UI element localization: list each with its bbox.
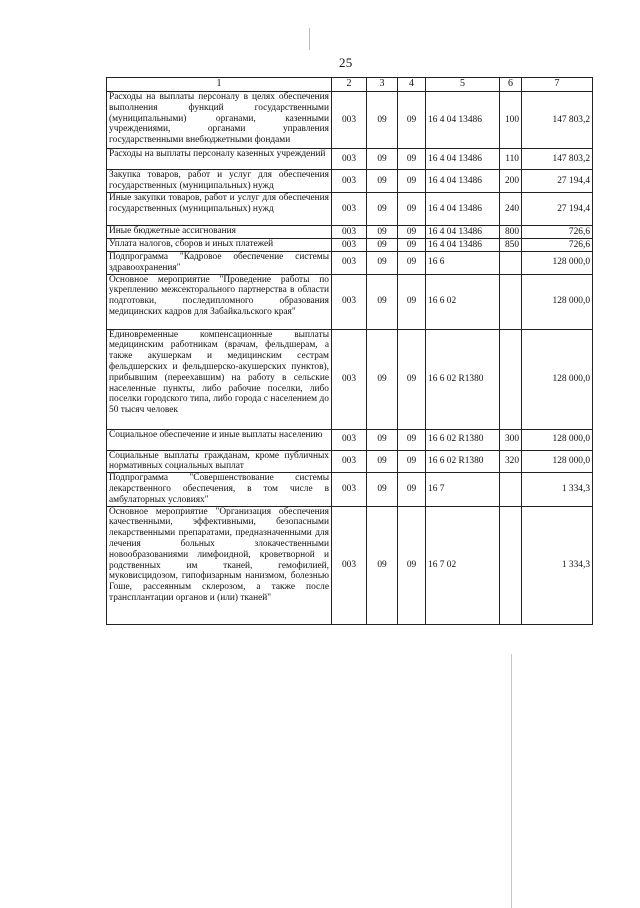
row-admin-code-cell: 003 bbox=[332, 193, 367, 226]
row-amount-cell: 128 000,0 bbox=[522, 274, 593, 329]
row-admin-code-cell: 003 bbox=[332, 329, 367, 429]
table-row bbox=[107, 506, 593, 624]
header-cell: 6 bbox=[500, 78, 522, 92]
row-subsection-cell: 09 bbox=[398, 226, 426, 239]
row-amount-cell: 726,6 bbox=[522, 226, 593, 239]
table-row bbox=[107, 429, 593, 450]
row-target-article-cell: 16 4 04 13486 bbox=[426, 239, 500, 252]
row-amount-cell: 128 000,0 bbox=[522, 329, 593, 429]
row-amount-cell: 27 194,4 bbox=[522, 170, 593, 193]
row-admin-code-cell: 003 bbox=[332, 170, 367, 193]
row-expense-type-cell: 200 bbox=[500, 170, 522, 193]
row-section-cell: 09 bbox=[367, 450, 398, 473]
scan-artifact-line bbox=[511, 654, 512, 908]
row-target-article-cell: 16 4 04 13486 bbox=[426, 193, 500, 226]
row-amount-cell: 128 000,0 bbox=[522, 252, 593, 275]
table-row bbox=[107, 170, 593, 193]
table-row bbox=[107, 193, 593, 226]
row-target-article-cell: 16 4 04 13486 bbox=[426, 226, 500, 239]
row-target-article-cell: 16 6 02 bbox=[426, 274, 500, 329]
row-name-cell: Иные закупки товаров, работ и услуг для обеспечения государственных (муниципальных) нужд bbox=[107, 193, 332, 226]
header-cell: 2 bbox=[332, 78, 367, 92]
table-row bbox=[107, 92, 593, 149]
row-target-article-cell: 16 7 02 bbox=[426, 506, 500, 624]
budget-table-container bbox=[106, 77, 592, 625]
row-section-cell: 09 bbox=[367, 506, 398, 624]
row-section-cell: 09 bbox=[367, 274, 398, 329]
row-target-article-cell: 16 6 02 R1380 bbox=[426, 429, 500, 450]
row-expense-type-cell bbox=[500, 473, 522, 506]
budget-table bbox=[106, 77, 593, 625]
row-amount-cell: 128 000,0 bbox=[522, 429, 593, 450]
table-row bbox=[107, 329, 593, 429]
row-section-cell: 09 bbox=[367, 473, 398, 506]
row-target-article-cell: 16 4 04 13486 bbox=[426, 149, 500, 170]
table-row bbox=[107, 473, 593, 506]
header-cell: 3 bbox=[367, 78, 398, 92]
row-amount-cell: 147 803,2 bbox=[522, 92, 593, 149]
row-admin-code-cell: 003 bbox=[332, 450, 367, 473]
row-target-article-cell: 16 7 bbox=[426, 473, 500, 506]
table-row bbox=[107, 274, 593, 329]
row-admin-code-cell: 003 bbox=[332, 429, 367, 450]
row-admin-code-cell: 003 bbox=[332, 239, 367, 252]
table-row bbox=[107, 450, 593, 473]
row-admin-code-cell: 003 bbox=[332, 149, 367, 170]
row-section-cell: 09 bbox=[367, 239, 398, 252]
header-cell: 4 bbox=[398, 78, 426, 92]
row-section-cell: 09 bbox=[367, 193, 398, 226]
row-target-article-cell: 16 6 02 R1380 bbox=[426, 450, 500, 473]
row-section-cell: 09 bbox=[367, 149, 398, 170]
row-target-article-cell: 16 4 04 13486 bbox=[426, 92, 500, 149]
row-expense-type-cell: 850 bbox=[500, 239, 522, 252]
row-section-cell: 09 bbox=[367, 170, 398, 193]
table-row bbox=[107, 149, 593, 170]
row-name-cell: Социальное обеспечение и иные выплаты населению bbox=[107, 429, 332, 450]
row-subsection-cell: 09 bbox=[398, 149, 426, 170]
row-admin-code-cell: 003 bbox=[332, 252, 367, 275]
row-name-cell: Основное мероприятие "Организация обеспечения качественными, эффективными, безопасными лекарственными препаратами, предназначенными для лечения больных злокачественными новообразованиями лимфоидной, кроветворной и родственных им тканей, гемофилией, муковисцидозом, гипофизарным нанизмом, болезнью Гоше, рассеянным склерозом, а также после трансплантации органов и (или) тканей" bbox=[107, 506, 332, 624]
row-section-cell: 09 bbox=[367, 226, 398, 239]
table-row bbox=[107, 252, 593, 275]
row-name-cell: Расходы на выплаты персоналу в целях обеспечения выполнения функций государственными (муниципальными) органами, казенными учреждениями, органами управления государственными внебюджетными фондами bbox=[107, 92, 332, 149]
row-name-cell: Расходы на выплаты персоналу казенных учреждений bbox=[107, 149, 332, 170]
row-section-cell: 09 bbox=[367, 252, 398, 275]
row-subsection-cell: 09 bbox=[398, 329, 426, 429]
row-subsection-cell: 09 bbox=[398, 274, 426, 329]
header-cell: 1 bbox=[107, 78, 332, 92]
table-header-row bbox=[107, 78, 593, 92]
row-subsection-cell: 09 bbox=[398, 252, 426, 275]
row-amount-cell: 726,6 bbox=[522, 239, 593, 252]
row-expense-type-cell: 240 bbox=[500, 193, 522, 226]
table-row bbox=[107, 239, 593, 252]
row-subsection-cell: 09 bbox=[398, 193, 426, 226]
row-amount-cell: 1 334,3 bbox=[522, 473, 593, 506]
table-row bbox=[107, 226, 593, 239]
header-cell: 5 bbox=[426, 78, 500, 92]
row-admin-code-cell: 003 bbox=[332, 274, 367, 329]
row-expense-type-cell: 100 bbox=[500, 92, 522, 149]
row-name-cell: Закупка товаров, работ и услуг для обеспечения государственных (муниципальных) нужд bbox=[107, 170, 332, 193]
row-subsection-cell: 09 bbox=[398, 473, 426, 506]
row-expense-type-cell bbox=[500, 329, 522, 429]
row-name-cell: Социальные выплаты гражданам, кроме публичных нормативных социальных выплат bbox=[107, 450, 332, 473]
row-name-cell: Основное мероприятие "Проведение работы по укреплению межсекторального партнерства в области подготовки, последипломного образования медицинских кадров для Забайкальского края" bbox=[107, 274, 332, 329]
row-name-cell: Уплата налогов, сборов и иных платежей bbox=[107, 239, 332, 252]
row-subsection-cell: 09 bbox=[398, 92, 426, 149]
row-target-article-cell: 16 6 bbox=[426, 252, 500, 275]
row-expense-type-cell: 110 bbox=[500, 149, 522, 170]
row-admin-code-cell: 003 bbox=[332, 506, 367, 624]
row-expense-type-cell bbox=[500, 506, 522, 624]
row-subsection-cell: 09 bbox=[398, 450, 426, 473]
row-amount-cell: 27 194,4 bbox=[522, 193, 593, 226]
row-expense-type-cell bbox=[500, 252, 522, 275]
page-number: 25 bbox=[339, 55, 353, 70]
row-target-article-cell: 16 6 02 R1380 bbox=[426, 329, 500, 429]
row-amount-cell: 128 000,0 bbox=[522, 450, 593, 473]
row-admin-code-cell: 003 bbox=[332, 473, 367, 506]
row-name-cell: Иные бюджетные ассигнования bbox=[107, 226, 332, 239]
row-amount-cell: 147 803,2 bbox=[522, 149, 593, 170]
row-subsection-cell: 09 bbox=[398, 170, 426, 193]
row-name-cell: Единовременные компенсационные выплаты медицинским работникам (врачам, фельдшерам, а также акушеркам и медицинским сестрам фельдшерских и фельдшерско-акушерских пунктов), прибывшим (переехавшим) на работу в сельские населенные пункты, либо рабочие поселки, либо поселки городского типа, либо города с населением до 50 тысяч человек bbox=[107, 329, 332, 429]
row-expense-type-cell bbox=[500, 274, 522, 329]
row-section-cell: 09 bbox=[367, 92, 398, 149]
row-expense-type-cell: 320 bbox=[500, 450, 522, 473]
header-cell: 7 bbox=[522, 78, 593, 92]
row-subsection-cell: 09 bbox=[398, 429, 426, 450]
row-section-cell: 09 bbox=[367, 329, 398, 429]
row-section-cell: 09 bbox=[367, 429, 398, 450]
row-subsection-cell: 09 bbox=[398, 506, 426, 624]
row-admin-code-cell: 003 bbox=[332, 226, 367, 239]
row-target-article-cell: 16 4 04 13486 bbox=[426, 170, 500, 193]
row-subsection-cell: 09 bbox=[398, 239, 426, 252]
row-name-cell: Подпрограмма "Совершенствование системы лекарственного обеспечения, в том числе в амбулаторных условиях" bbox=[107, 473, 332, 506]
row-expense-type-cell: 300 bbox=[500, 429, 522, 450]
row-expense-type-cell: 800 bbox=[500, 226, 522, 239]
row-amount-cell: 1 334,3 bbox=[522, 506, 593, 624]
row-admin-code-cell: 003 bbox=[332, 92, 367, 149]
row-name-cell: Подпрограмма "Кадровое обеспечение системы здравоохранения" bbox=[107, 252, 332, 275]
scan-artifact-line bbox=[309, 28, 310, 50]
